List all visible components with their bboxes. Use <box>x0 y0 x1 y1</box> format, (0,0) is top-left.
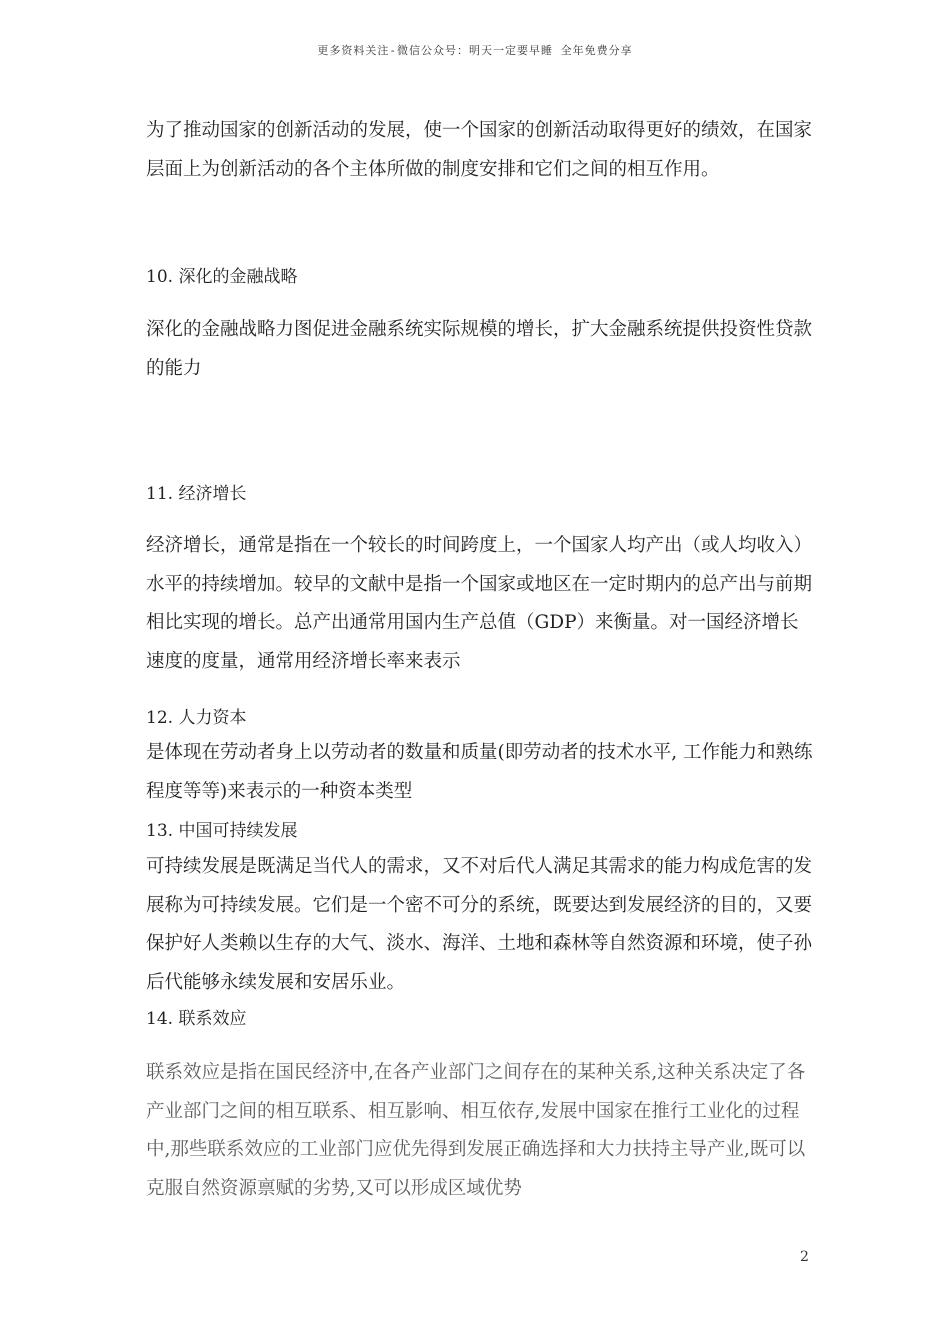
section-text-13: 可持续发展是既满足当代人的需求，又不对后代人满足其需求的能力构成危害的发展称为可持续发展。它们是一个密不可分的系统，既要达到发展经济的目的，又要保护好人类赖以生存的大气、淡水、海洋、土地和森林等自然资源和环境，使子孙后代能够永续发展和安居乐业。 <box>146 856 813 993</box>
section-heading-14: 14. 联系效应 <box>146 1009 247 1029</box>
section-text-10: 深化的金融战略力图促进金融系统实际规模的增长，扩大金融系统提供投资性贷款的能力 <box>146 319 813 379</box>
page-number: 2 <box>800 1249 809 1265</box>
section-heading-12: 12. 人力资本 <box>146 708 247 728</box>
section-text-12: 是体现在劳动者身上以劳动者的数量和质量(即劳动者的技术水平, 工作能力和熟练程度等等)来表示的一种资本类型 <box>146 742 813 802</box>
section-text-14: 联系效应是指在国民经济中,在各产业部门之间存在的某种关系,这种关系决定了各产业部门之间的相互联系、相互影响、相互依存,发展中国家在推行工业化的过程中,那些联系效应的工业部门应优先得到发展正确选择和大力扶持主导产业,既可以克服自然资源禀赋的劣势,又可以形成区域优势 <box>146 1062 806 1199</box>
section-heading-11: 11. 经济增长 <box>146 484 247 504</box>
section-heading-10: 10. 深化的金融战略 <box>146 267 298 287</box>
section-heading-13: 13. 中国可持续发展 <box>146 821 298 841</box>
header-banner: 更多资料关注-微信公众号：明天一定要早睡 全年免费分享 <box>317 44 633 57</box>
intro-paragraph: 为了推动国家的创新活动的发展，使一个国家的创新活动取得更好的绩效，在国家层面上为创新活动的各个主体所做的制度安排和它们之间的相互作用。 <box>146 120 813 180</box>
section-text-11: 经济增长，通常是指在一个较长的时间跨度上，一个国家人均产出（或人均收入）水平的持续增加。较早的文献中是指一个国家或地区在一定时期内的总产出与前期相比实现的增长。总产出通常用国内生产总值（GDP）来衡量。对一国经济增长速度的度量，通常用经济增长率来表示 <box>146 535 813 672</box>
